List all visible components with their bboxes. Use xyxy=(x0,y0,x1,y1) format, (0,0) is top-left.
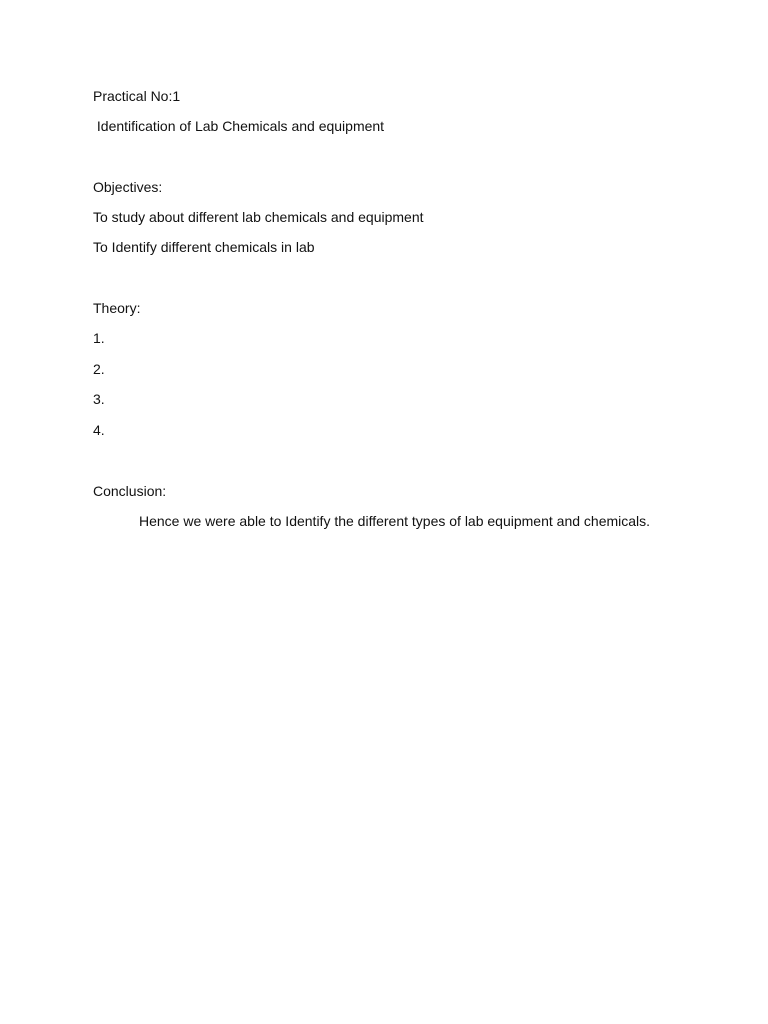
theory-heading: Theory: xyxy=(93,300,141,316)
practical-number: Practical No:1 xyxy=(93,88,181,104)
objective-item: To Identify different chemicals in lab xyxy=(93,239,315,255)
objective-item: To study about different lab chemicals and equipment xyxy=(93,209,424,225)
theory-list-item: 4. xyxy=(93,422,105,438)
objectives-heading: Objectives: xyxy=(93,179,163,195)
conclusion-paragraph xyxy=(93,511,653,531)
theory-list-item: 2. xyxy=(93,361,105,377)
conclusion-text: Hence we were able to Identify the different types of lab equipment and chemicals. xyxy=(139,513,651,529)
conclusion-heading: Conclusion: xyxy=(93,483,167,499)
document-title: Identification of Lab Chemicals and equipment xyxy=(93,118,385,134)
theory-list-item: 3. xyxy=(93,391,105,407)
theory-list-item: 1. xyxy=(93,330,105,346)
